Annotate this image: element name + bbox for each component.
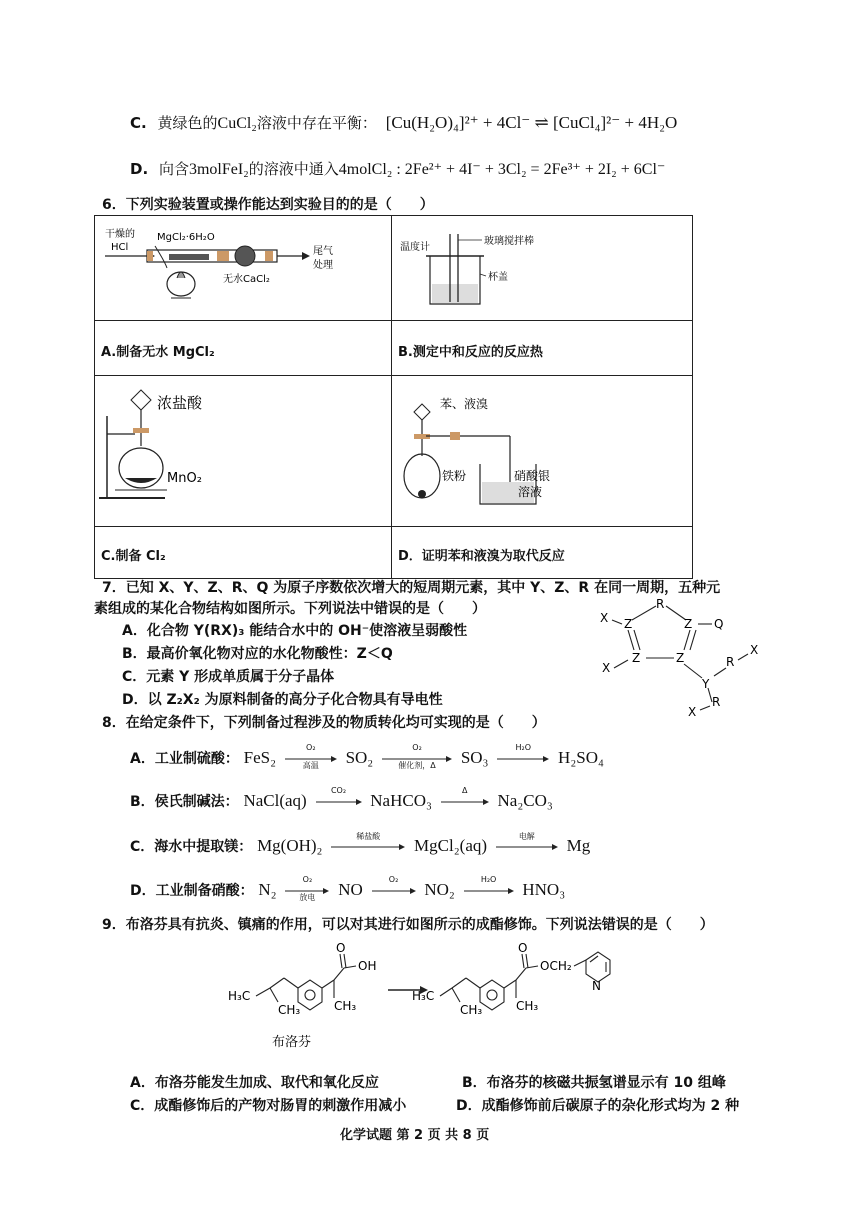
q8-option-d — [130, 875, 566, 902]
b-label-2: 杯盖 — [488, 272, 508, 283]
d-label-2: 硝酸银 — [514, 469, 551, 483]
q5-c-label: C. — [130, 114, 147, 132]
q9-struct-3: OH — [358, 959, 377, 973]
q8-d-species-1: NO — [338, 880, 363, 899]
q8-a-species-0: FeS₂ — [243, 748, 277, 767]
q9-ibuprofen-name: 布洛芬 — [272, 1035, 312, 1050]
page-footer: 化学试题 第 2 页 共 8 页 — [340, 1128, 490, 1143]
q7-atom-4: Q — [714, 617, 724, 631]
q7-option-d: D．以 Z₂X₂ 为原料制备的高分子化合物具有导电性 — [122, 692, 443, 708]
q7-stem-1: 7．已知 X、Y、Z、R、Q 为原子序数依次增大的短周期元素，其中 Y、Z、R 在同一周期，五种元 — [102, 580, 721, 596]
q8-b-species-1: NaHCO₃ — [370, 791, 432, 810]
q8-a-label: A．工业制硫酸： — [130, 751, 239, 767]
q8-a-cond-1-top: O₂ — [412, 743, 422, 752]
q7-atom-2: R — [656, 598, 665, 611]
q8-d-cond-0-top: O₂ — [302, 875, 313, 884]
q9-struct-9: N — [592, 979, 601, 993]
q8-c-species-0: Mg(OH)₂ — [257, 836, 323, 855]
q7-atom-0: X — [600, 611, 609, 625]
a-label-3: 尾气 — [313, 246, 333, 257]
a-label-0: 干燥的 — [105, 229, 135, 240]
q5-c-formula: CuCl₂ — [217, 115, 257, 132]
q9-struct-5: H₃C — [412, 989, 435, 1003]
q6-c-caption: C.制备 Cl₂ — [101, 549, 166, 564]
q9-option-d: D．成酯修饰前后碳原子的杂化形式均为 2 种 — [456, 1098, 740, 1114]
b-label-1: 玻璃搅拌棒 — [484, 236, 534, 247]
q9-option-c: C．成酯修饰后的产物对肠胃的刺激作用减小 — [130, 1098, 407, 1114]
q8-c-label: C．海水中提取镁： — [130, 839, 253, 855]
q8-a-arrow-2 — [497, 743, 549, 762]
q8-stem: 8．在给定条件下，下列制备过程涉及的物质转化均可实现的是（ ） — [102, 715, 546, 731]
q5-d-formula: 3molFeI₂ — [188, 161, 249, 178]
q6-a-caption-cell — [95, 321, 392, 376]
q8-c-arrow-1 — [496, 832, 558, 850]
q5-c-text-a: 黄绿色的 — [157, 114, 218, 132]
q9-struct-0: H₃C — [228, 989, 251, 1003]
d-label-0: 苯、液溴 — [440, 397, 489, 411]
q5-c-text-b: 溶液中存在平衡： — [256, 114, 377, 132]
q6-d-caption: D．证明苯和液溴为取代反应 — [398, 549, 565, 564]
q8-b-cond-1-top: Δ — [461, 786, 468, 795]
q8-d-species-3: HNO₃ — [522, 880, 566, 899]
apparatus-c-diagram — [95, 376, 391, 522]
b-label-0: 温度计 — [400, 242, 430, 253]
q6-b-caption-cell — [392, 321, 693, 376]
q5-d-label: D. — [130, 160, 149, 178]
a-label-1: HCl — [111, 242, 129, 253]
apparatus-d-diagram — [392, 376, 692, 522]
apparatus-b-diagram — [392, 216, 692, 316]
q8-a-cond-2-top: H₂O — [515, 743, 532, 752]
q5-d-text-b: 的溶液中通入 — [248, 160, 339, 178]
q8-a-species-1: SO₂ — [345, 748, 374, 767]
q7-atom-8: Y — [702, 677, 710, 691]
q8-c-cond-0-top: 稀盐酸 — [356, 832, 381, 841]
q8-d-label: D．工业制备硝酸： — [130, 883, 254, 899]
q8-b-label: B．侯氏制碱法： — [130, 794, 239, 810]
q8-d-arrow-1 — [372, 875, 416, 894]
q7-atom-7: Z — [676, 651, 685, 665]
q6-c-caption-cell — [95, 527, 392, 579]
q8-option-b — [130, 786, 553, 811]
q8-a-species-3: H₂SO₄ — [558, 748, 604, 767]
q8-b-species-2: Na₂CO₃ — [497, 791, 553, 810]
apparatus-a-diagram — [95, 216, 391, 316]
q8-a-arrow-0 — [285, 743, 337, 770]
c-label-1: MnO₂ — [167, 471, 202, 486]
q8-b-cond-0-top: CO₂ — [330, 786, 347, 795]
q5-option-d — [130, 158, 665, 179]
q6-a-figure-cell — [95, 216, 392, 321]
q9-struct-7: O — [518, 941, 528, 955]
q8-a-species-2: SO₃ — [460, 748, 489, 767]
q8-a-arrow-1 — [382, 743, 452, 770]
q7-atom-6: Z — [632, 651, 641, 665]
q8-c-species-2: Mg — [566, 836, 591, 855]
q8-d-arrow-0 — [285, 875, 329, 902]
q7-atom-12: R — [712, 695, 721, 709]
q9-option-b: B．布洛芬的核磁共振氢谱显示有 10 组峰 — [462, 1075, 726, 1091]
q7-atom-9: R — [726, 655, 735, 669]
q8-c-cond-1-top: 电解 — [518, 832, 535, 841]
q7-atom-1: Z — [624, 617, 633, 631]
q8-option-a — [130, 743, 604, 770]
q8-c-species-1: MgCl₂(aq) — [414, 836, 488, 855]
q7-option-a: A．化合物 Y(RX)₃ 能结合水中的 OH⁻使溶液呈弱酸性 — [122, 623, 468, 639]
q6-b-figure-cell — [392, 216, 693, 321]
q6-b-caption: B.测定中和反应的反应热 — [398, 345, 543, 360]
q8-b-species-0: NaCl(aq) — [243, 791, 307, 810]
q6-d-caption-cell — [392, 527, 693, 579]
q9-struct-10: CH₃ — [516, 999, 539, 1013]
q8-b-arrow-0 — [316, 786, 362, 805]
q8-a-cond-1-bot: 催化剂，Δ — [398, 761, 436, 770]
a-label-4: 处理 — [313, 260, 333, 271]
q8-d-cond-0-bot: 放电 — [299, 893, 316, 902]
q9-stem: 9．布洛芬具有抗炎、镇痛的作用，可以对其进行如图所示的成酯修饰。下列说法错误的是（ ） — [102, 917, 714, 933]
q8-d-cond-1-top: O₂ — [388, 875, 399, 884]
q7-atom-3: Z — [684, 617, 693, 631]
q9-struct-2: O — [336, 941, 346, 955]
a-label-2: MgCl₂·6H₂O — [157, 232, 215, 243]
q9-option-a: A．布洛芬能发生加成、取代和氧化反应 — [130, 1075, 379, 1091]
q9-struct-8: OCH₂ — [540, 959, 572, 973]
q9-ibuprofen-scheme — [226, 938, 666, 1050]
q6-c-figure-cell — [95, 376, 392, 527]
q8-c-arrow-0 — [331, 832, 405, 850]
d-label-1: 铁粉 — [442, 469, 467, 483]
q8-a-cond-0-top: O₂ — [306, 743, 316, 752]
q9-struct-1: CH₃ — [278, 1003, 301, 1017]
q7-atom-11: X — [688, 705, 697, 719]
d-label-3: 溶液 — [518, 485, 543, 499]
q6-a-caption: A.制备无水 MgCl₂ — [101, 345, 215, 360]
q7-atom-10: X — [750, 643, 759, 657]
a-label-5: 无水CaCl₂ — [223, 274, 270, 285]
q8-d-arrow-2 — [464, 875, 514, 894]
q8-a-cond-0-bot: 高温 — [302, 761, 319, 770]
q5-d-equation: 4molCl₂ : 2Fe²⁺ + 4I⁻ + 3Cl₂ = 2Fe³⁺ + 2I₂ + 6Cl⁻ — [338, 161, 666, 178]
q7-option-b: B．最高价氧化物对应的水化物酸性：Z＜Q — [122, 646, 393, 662]
q5-option-c — [130, 112, 677, 133]
q7-structure-diagram — [598, 598, 768, 722]
q9-struct-6: CH₃ — [460, 1003, 483, 1017]
q6-d-figure-cell — [392, 376, 693, 527]
q5-d-text-a: 向含 — [158, 160, 189, 178]
q5-c-equation: [Cu(H₂O)₄]²⁺ + 4Cl⁻ ⇌ [CuCl₄]²⁻ + 4H₂O — [385, 113, 678, 132]
q8-b-arrow-1 — [441, 786, 489, 805]
q7-atom-5: X — [602, 661, 611, 675]
q7-option-c: C．元素 Y 形成单质属于分子晶体 — [122, 669, 335, 685]
q8-d-species-0: N₂ — [258, 880, 277, 899]
q6-options-table — [94, 215, 693, 579]
q6-stem: 6．下列实验装置或操作能达到实验目的的是（ ） — [102, 197, 434, 213]
q8-d-cond-2-top: H₂O — [480, 875, 497, 884]
q8-d-species-2: NO₂ — [424, 880, 455, 899]
q7-stem-2: 素组成的某化合物结构如图所示。下列说法中错误的是（ ） — [94, 601, 486, 617]
q8-option-c — [130, 832, 591, 856]
q9-struct-4: CH₃ — [334, 999, 357, 1013]
c-label-0: 浓盐酸 — [157, 394, 203, 412]
